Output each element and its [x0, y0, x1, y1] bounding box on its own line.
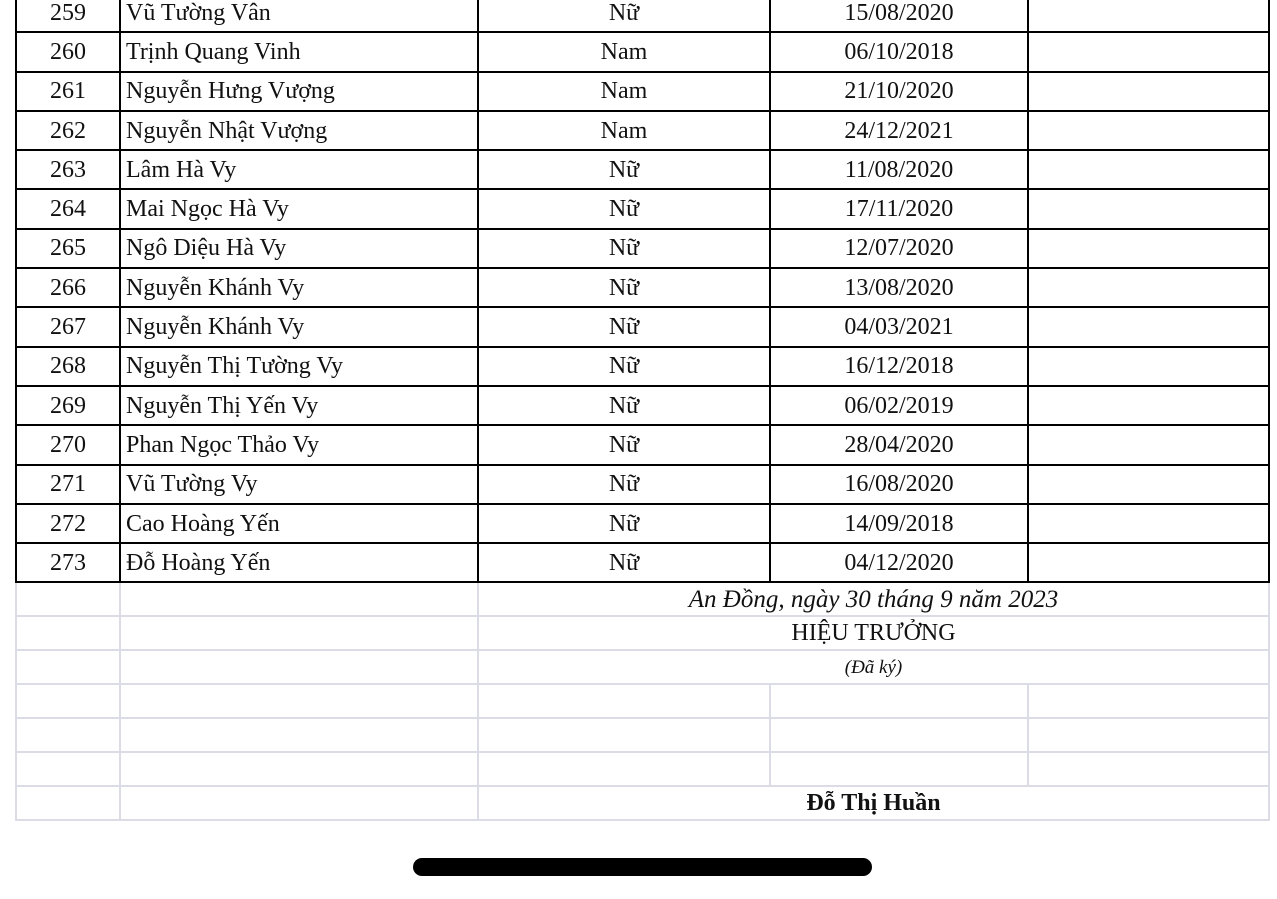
empty-cell[interactable] [478, 752, 770, 786]
empty-cell[interactable] [770, 718, 1028, 752]
student-name[interactable]: Ngô Diệu Hà Vy [120, 229, 478, 268]
student-gender[interactable]: Nữ [478, 347, 770, 386]
row-number[interactable]: 259 [16, 0, 120, 32]
note-cell[interactable] [1028, 32, 1269, 71]
note-cell[interactable] [1028, 307, 1269, 346]
empty-cell[interactable] [16, 684, 120, 718]
signed-note[interactable]: (Đã ký) [478, 650, 1269, 684]
table-row [16, 72, 1269, 111]
empty-cell[interactable] [16, 786, 120, 820]
empty-cell[interactable] [120, 684, 478, 718]
student-gender[interactable]: Nữ [478, 268, 770, 307]
note-cell[interactable] [1028, 0, 1269, 32]
student-name[interactable]: Nguyễn Khánh Vy [120, 268, 478, 307]
student-gender[interactable]: Nam [478, 111, 770, 150]
row-number[interactable]: 269 [16, 386, 120, 425]
signature-block [16, 582, 1269, 820]
note-cell[interactable] [1028, 189, 1269, 228]
row-number[interactable]: 268 [16, 347, 120, 386]
student-dob[interactable]: 11/08/2020 [770, 150, 1028, 189]
student-list-table [15, 0, 1270, 821]
empty-cell[interactable] [770, 684, 1028, 718]
note-cell[interactable] [1028, 543, 1269, 582]
note-cell[interactable] [1028, 150, 1269, 189]
note-cell[interactable] [1028, 425, 1269, 464]
student-gender[interactable]: Nam [478, 72, 770, 111]
date-line[interactable]: An Đồng, ngày 30 tháng 9 năm 2023 [478, 582, 1269, 616]
empty-cell[interactable] [16, 718, 120, 752]
table-row [16, 189, 1269, 228]
student-name[interactable]: Lâm Hà Vy [120, 150, 478, 189]
row-number[interactable]: 261 [16, 72, 120, 111]
row-number[interactable]: 263 [16, 150, 120, 189]
row-number[interactable]: 260 [16, 32, 120, 71]
student-name[interactable]: Nguyễn Khánh Vy [120, 307, 478, 346]
table-row [16, 347, 1269, 386]
row-number[interactable]: 264 [16, 189, 120, 228]
signer-name[interactable]: Đỗ Thị Huần [478, 786, 1269, 820]
student-dob[interactable]: 28/04/2020 [770, 425, 1028, 464]
student-dob[interactable]: 16/12/2018 [770, 347, 1028, 386]
student-dob[interactable]: 12/07/2020 [770, 229, 1028, 268]
principal-title[interactable]: HIỆU TRƯỞNG [478, 616, 1269, 650]
student-name[interactable]: Đỗ Hoàng Yến [120, 543, 478, 582]
table-row [16, 111, 1269, 150]
empty-cell[interactable] [1028, 684, 1269, 718]
student-name[interactable]: Nguyễn Thị Yến Vy [120, 386, 478, 425]
note-cell[interactable] [1028, 268, 1269, 307]
student-gender[interactable]: Nữ [478, 189, 770, 228]
row-number[interactable]: 271 [16, 465, 120, 504]
table-row [16, 543, 1269, 582]
empty-cell[interactable] [120, 718, 478, 752]
home-indicator[interactable] [413, 858, 872, 876]
note-cell[interactable] [1028, 386, 1269, 425]
student-dob[interactable]: 04/03/2021 [770, 307, 1028, 346]
table-row [16, 229, 1269, 268]
empty-cell[interactable] [1028, 752, 1269, 786]
student-dob[interactable]: 16/08/2020 [770, 465, 1028, 504]
note-cell[interactable] [1028, 504, 1269, 543]
table-row [16, 425, 1269, 464]
table-row [16, 0, 1269, 32]
row-number[interactable]: 266 [16, 268, 120, 307]
student-gender[interactable]: Nữ [478, 425, 770, 464]
row-number[interactable]: 272 [16, 504, 120, 543]
row-number[interactable]: 265 [16, 229, 120, 268]
student-gender[interactable]: Nữ [478, 504, 770, 543]
empty-cell[interactable] [120, 752, 478, 786]
student-name[interactable]: Phan Ngọc Thảo Vy [120, 425, 478, 464]
student-dob[interactable]: 04/12/2020 [770, 543, 1028, 582]
empty-cell[interactable] [16, 582, 120, 616]
student-dob[interactable]: 06/02/2019 [770, 386, 1028, 425]
student-gender[interactable]: Nữ [478, 307, 770, 346]
note-cell[interactable] [1028, 72, 1269, 111]
student-dob[interactable]: 13/08/2020 [770, 268, 1028, 307]
student-gender[interactable]: Nữ [478, 543, 770, 582]
student-gender[interactable]: Nữ [478, 150, 770, 189]
empty-cell[interactable] [120, 650, 478, 684]
student-dob[interactable]: 21/10/2020 [770, 72, 1028, 111]
table-row [16, 268, 1269, 307]
empty-cell[interactable] [120, 582, 478, 616]
student-dob[interactable]: 24/12/2021 [770, 111, 1028, 150]
student-dob[interactable]: 17/11/2020 [770, 189, 1028, 228]
note-cell[interactable] [1028, 229, 1269, 268]
row-number[interactable]: 267 [16, 307, 120, 346]
empty-cell[interactable] [16, 650, 120, 684]
note-cell[interactable] [1028, 111, 1269, 150]
student-name[interactable]: Trịnh Quang Vinh [120, 32, 478, 71]
student-dob[interactable]: 06/10/2018 [770, 32, 1028, 71]
student-name[interactable]: Vũ Tường Vân [120, 0, 478, 32]
row-number[interactable]: 273 [16, 543, 120, 582]
student-dob[interactable]: 14/09/2018 [770, 504, 1028, 543]
student-name[interactable]: Vũ Tường Vy [120, 465, 478, 504]
student-name[interactable]: Nguyễn Nhật Vượng [120, 111, 478, 150]
student-gender[interactable]: Nữ [478, 0, 770, 32]
note-cell[interactable] [1028, 347, 1269, 386]
empty-cell[interactable] [478, 718, 770, 752]
student-name[interactable]: Nguyễn Hưng Vượng [120, 72, 478, 111]
empty-cell[interactable] [16, 752, 120, 786]
table-row [16, 150, 1269, 189]
row-number[interactable]: 262 [16, 111, 120, 150]
student-gender[interactable]: Nữ [478, 229, 770, 268]
table-row [16, 465, 1269, 504]
student-dob[interactable]: 15/08/2020 [770, 0, 1028, 32]
table-body [16, 0, 1269, 582]
table-row [16, 504, 1269, 543]
student-gender[interactable]: Nam [478, 32, 770, 71]
student-name[interactable]: Mai Ngọc Hà Vy [120, 189, 478, 228]
row-number[interactable]: 270 [16, 425, 120, 464]
empty-cell[interactable] [770, 752, 1028, 786]
empty-cell[interactable] [16, 616, 120, 650]
table-row [16, 307, 1269, 346]
student-name[interactable]: Nguyễn Thị Tường Vy [120, 347, 478, 386]
student-gender[interactable]: Nữ [478, 386, 770, 425]
table-row [16, 386, 1269, 425]
empty-cell[interactable] [120, 616, 478, 650]
note-cell[interactable] [1028, 465, 1269, 504]
student-gender[interactable]: Nữ [478, 465, 770, 504]
empty-cell[interactable] [478, 684, 770, 718]
empty-cell[interactable] [120, 786, 478, 820]
student-name[interactable]: Cao Hoàng Yến [120, 504, 478, 543]
table-row [16, 32, 1269, 71]
empty-cell[interactable] [1028, 718, 1269, 752]
